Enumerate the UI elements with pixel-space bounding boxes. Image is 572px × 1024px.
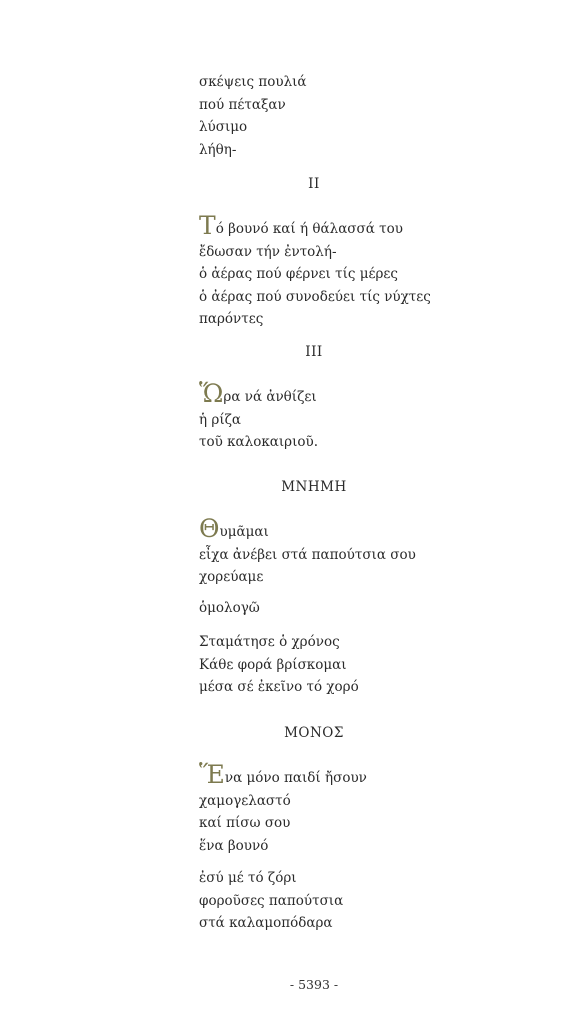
drop-cap: Θ (199, 514, 220, 543)
poem-line: στά καλαμοπόδαρα (199, 915, 333, 931)
drop-cap: Τ (199, 211, 216, 240)
poem-stanza-iii (199, 379, 459, 454)
poem-first-line (199, 379, 459, 409)
section-heading-iii: III (305, 344, 323, 360)
first-line-text: ό βουνό καί ή θάλασσά του (215, 221, 403, 237)
poem-first-line (199, 211, 459, 241)
poem-line: πού πέταξαν (199, 96, 286, 113)
poem-stanza-ii (199, 211, 459, 331)
poem-line: χορεύαμε (199, 569, 264, 585)
poem-line: ἔδωσαν τήν ἐντολή- (199, 243, 337, 260)
poem-line: καί πίσω σου (199, 815, 291, 831)
poem-line: χαμογελαστό (199, 792, 291, 809)
drop-cap: Ἕ (199, 760, 225, 789)
poem-line: ἐσύ μέ τό ζόρι (199, 870, 297, 886)
section-heading-ii: II (308, 176, 320, 192)
poem-line: ὁμολογῶ (199, 600, 260, 616)
poem-line: ἕνα βουνό (199, 837, 269, 854)
poem-title-monos: ΜΟΝΟΣ (284, 725, 344, 741)
poem-line: ἡ ρίζα (199, 411, 242, 428)
first-line-text: υμᾶμαι (219, 524, 269, 540)
poem-line: μέσα σέ ἐκεῖνο τό χορό (199, 679, 359, 695)
poem-line: παρόντες (199, 311, 264, 327)
poem-stanza-monos-1 (199, 760, 459, 857)
poem-first-line (199, 514, 459, 544)
poem-line: ὁ ἀέρας πού συνοδεύει τίς νύχτες (199, 288, 431, 305)
poem-line: Κάθε φορά βρίσκομαι (199, 656, 347, 673)
poem-stanza-opening (199, 71, 459, 161)
first-line-text: ρα νά ἀνθίζει (223, 389, 317, 405)
poem-line: σκέψεις πουλιά (199, 74, 307, 90)
poem-line: τοῦ καλοκαιριοῦ. (199, 434, 319, 450)
poem-line: λύσιμο (199, 119, 248, 135)
first-line-text: να μόνο παιδί ἤσουν (224, 770, 367, 786)
poem-line: λήθη- (199, 141, 237, 158)
poem-line: ὁ ἀέρας πού φέρνει τίς μέρες (199, 266, 398, 282)
poem-title-mnimi: ΜΝΗΜΗ (281, 479, 347, 495)
poem-line: Σταμάτησε ὁ χρόνος (199, 634, 340, 650)
poem-stanza-mnimi-2 (199, 597, 459, 620)
page-number: - 5393 - (289, 977, 339, 992)
poem-stanza-monos-2 (199, 867, 459, 935)
poem-first-line (199, 760, 459, 790)
poem-stanza-mnimi-3 (199, 631, 459, 699)
poem-stanza-mnimi-1 (199, 514, 459, 589)
poem-line: φοροῦσες παπούτσια (199, 892, 344, 909)
poem-line: εἶχα ἀνέβει στά παπούτσια σου (199, 546, 416, 563)
drop-cap: Ὥ (199, 379, 224, 408)
